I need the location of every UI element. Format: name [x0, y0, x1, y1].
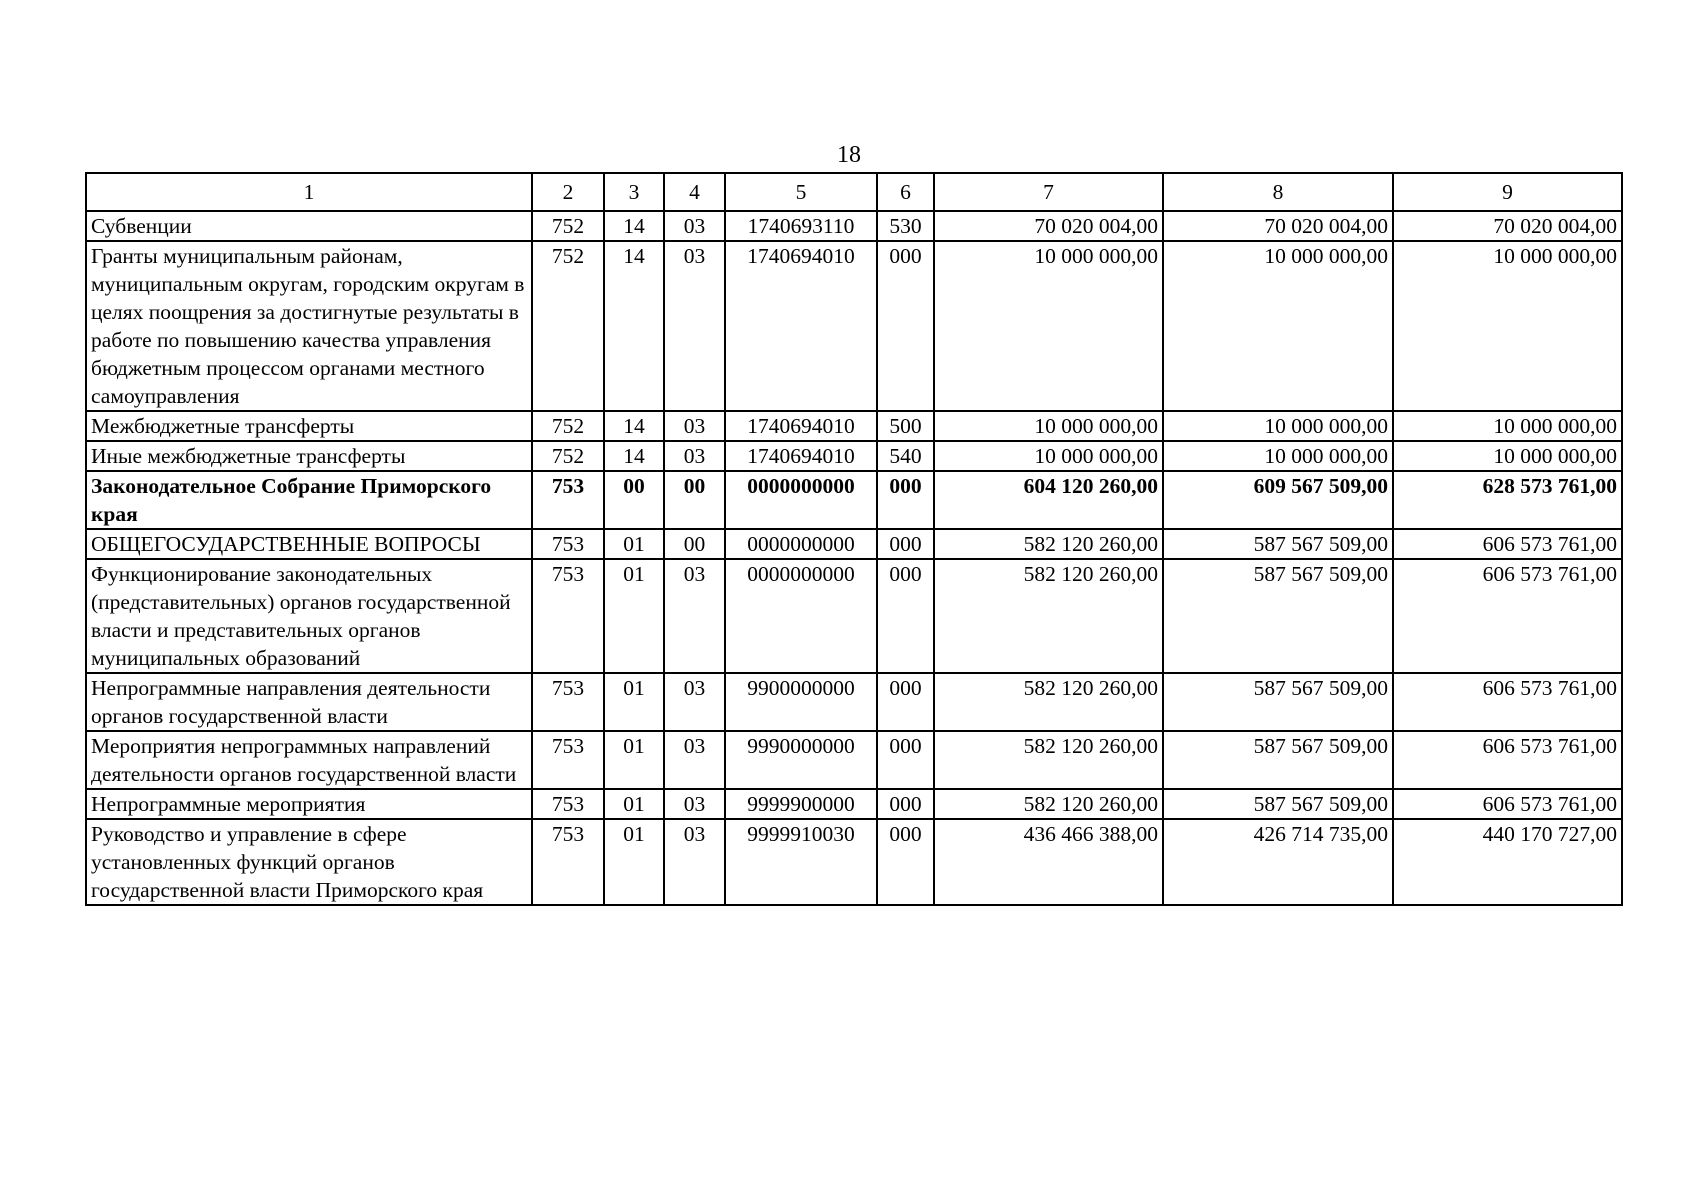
ministry-code-cell: 753 — [532, 529, 604, 559]
section-code-cell: 01 — [604, 731, 664, 789]
section-code-cell: 01 — [604, 819, 664, 905]
table-header — [86, 173, 1622, 211]
target-article-code-cell: 1740694010 — [725, 411, 877, 441]
target-article-code-cell: 0000000000 — [725, 529, 877, 559]
target-article-code-cell: 1740693110 — [725, 211, 877, 241]
amount-1-cell: 10 000 000,00 — [934, 441, 1163, 471]
table-row — [86, 559, 1622, 673]
target-article-code-cell: 9999910030 — [725, 819, 877, 905]
amount-3-cell: 628 573 761,00 — [1393, 471, 1622, 529]
column-header-ministry: 2 — [532, 173, 604, 211]
ministry-code-cell: 752 — [532, 241, 604, 411]
table-row — [86, 241, 1622, 411]
amount-2-cell: 587 567 509,00 — [1163, 731, 1393, 789]
table-row — [86, 731, 1622, 789]
column-header-amount-3: 9 — [1393, 173, 1622, 211]
amount-2-cell: 70 020 004,00 — [1163, 211, 1393, 241]
expense-type-code-cell: 000 — [877, 673, 934, 731]
subsection-code-cell: 03 — [664, 819, 725, 905]
amount-2-cell: 587 567 509,00 — [1163, 789, 1393, 819]
section-code-cell: 01 — [604, 559, 664, 673]
row-name-cell: Руководство и управление в сфере установленных функций органов государственной власти Приморского края — [86, 819, 532, 905]
subsection-code-cell: 03 — [664, 673, 725, 731]
target-article-code-cell: 1740694010 — [725, 441, 877, 471]
amount-1-cell: 582 120 260,00 — [934, 529, 1163, 559]
expense-type-code-cell: 000 — [877, 241, 934, 411]
amount-3-cell: 606 573 761,00 — [1393, 559, 1622, 673]
target-article-code-cell: 9990000000 — [725, 731, 877, 789]
column-header-target-article: 5 — [725, 173, 877, 211]
expense-type-code-cell: 000 — [877, 529, 934, 559]
table-row — [86, 411, 1622, 441]
amount-3-cell: 10 000 000,00 — [1393, 241, 1622, 411]
ministry-code-cell: 752 — [532, 211, 604, 241]
row-name-cell: Субвенции — [86, 211, 532, 241]
section-code-cell: 14 — [604, 411, 664, 441]
section-code-cell: 14 — [604, 441, 664, 471]
amount-3-cell: 440 170 727,00 — [1393, 819, 1622, 905]
header-row — [86, 173, 1622, 211]
expense-type-code-cell: 000 — [877, 789, 934, 819]
amount-1-cell: 10 000 000,00 — [934, 241, 1163, 411]
table-row — [86, 471, 1622, 529]
ministry-code-cell: 752 — [532, 441, 604, 471]
column-header-section: 3 — [604, 173, 664, 211]
amount-2-cell: 587 567 509,00 — [1163, 529, 1393, 559]
subsection-code-cell: 03 — [664, 789, 725, 819]
amount-1-cell: 582 120 260,00 — [934, 731, 1163, 789]
table-body — [86, 211, 1622, 905]
row-name-cell: Непрограммные мероприятия — [86, 789, 532, 819]
column-header-expense-type: 6 — [877, 173, 934, 211]
page-number: 18 — [837, 142, 861, 168]
target-article-code-cell: 1740694010 — [725, 241, 877, 411]
amount-1-cell: 582 120 260,00 — [934, 673, 1163, 731]
row-name-cell: ОБЩЕГОСУДАРСТВЕННЫЕ ВОПРОСЫ — [86, 529, 532, 559]
expense-type-code-cell: 530 — [877, 211, 934, 241]
row-name-cell: Межбюджетные трансферты — [86, 411, 532, 441]
amount-3-cell: 70 020 004,00 — [1393, 211, 1622, 241]
table-row — [86, 673, 1622, 731]
amount-3-cell: 606 573 761,00 — [1393, 731, 1622, 789]
target-article-code-cell: 9999900000 — [725, 789, 877, 819]
table-row — [86, 789, 1622, 819]
row-name-cell: Непрограммные направления деятельности органов государственной власти — [86, 673, 532, 731]
subsection-code-cell: 03 — [664, 241, 725, 411]
column-header-subsection: 4 — [664, 173, 725, 211]
amount-2-cell: 10 000 000,00 — [1163, 241, 1393, 411]
expense-type-code-cell: 540 — [877, 441, 934, 471]
section-code-cell: 14 — [604, 241, 664, 411]
amount-1-cell: 582 120 260,00 — [934, 789, 1163, 819]
section-code-cell: 14 — [604, 211, 664, 241]
expense-type-code-cell: 000 — [877, 471, 934, 529]
amount-1-cell: 604 120 260,00 — [934, 471, 1163, 529]
amount-2-cell: 10 000 000,00 — [1163, 441, 1393, 471]
expense-type-code-cell: 000 — [877, 731, 934, 789]
expense-type-code-cell: 500 — [877, 411, 934, 441]
ministry-code-cell: 753 — [532, 673, 604, 731]
ministry-code-cell: 753 — [532, 819, 604, 905]
amount-1-cell: 582 120 260,00 — [934, 559, 1163, 673]
budget-table — [85, 172, 1623, 906]
amount-2-cell: 426 714 735,00 — [1163, 819, 1393, 905]
target-article-code-cell: 0000000000 — [725, 471, 877, 529]
column-header-name: 1 — [86, 173, 532, 211]
ministry-code-cell: 752 — [532, 411, 604, 441]
ministry-code-cell: 753 — [532, 731, 604, 789]
subsection-code-cell: 03 — [664, 559, 725, 673]
subsection-code-cell: 00 — [664, 529, 725, 559]
amount-3-cell: 606 573 761,00 — [1393, 529, 1622, 559]
amount-2-cell: 609 567 509,00 — [1163, 471, 1393, 529]
subsection-code-cell: 03 — [664, 731, 725, 789]
amount-3-cell: 606 573 761,00 — [1393, 789, 1622, 819]
amount-1-cell: 436 466 388,00 — [934, 819, 1163, 905]
ministry-code-cell: 753 — [532, 559, 604, 673]
table-row — [86, 819, 1622, 905]
ministry-code-cell: 753 — [532, 789, 604, 819]
column-header-amount-2: 8 — [1163, 173, 1393, 211]
table-row — [86, 211, 1622, 241]
section-code-cell: 00 — [604, 471, 664, 529]
target-article-code-cell: 0000000000 — [725, 559, 877, 673]
subsection-code-cell: 03 — [664, 211, 725, 241]
row-name-cell: Законодательное Собрание Приморского края — [86, 471, 532, 529]
amount-1-cell: 10 000 000,00 — [934, 411, 1163, 441]
amount-2-cell: 10 000 000,00 — [1163, 411, 1393, 441]
column-header-amount-1: 7 — [934, 173, 1163, 211]
row-name-cell: Функционирование законодательных (представительных) органов государственной власти и представительных органов муниципальных образований — [86, 559, 532, 673]
amount-2-cell: 587 567 509,00 — [1163, 673, 1393, 731]
subsection-code-cell: 03 — [664, 441, 725, 471]
ministry-code-cell: 753 — [532, 471, 604, 529]
subsection-code-cell: 00 — [664, 471, 725, 529]
section-code-cell: 01 — [604, 529, 664, 559]
amount-1-cell: 70 020 004,00 — [934, 211, 1163, 241]
row-name-cell: Мероприятия непрограммных направлений деятельности органов государственной власти — [86, 731, 532, 789]
target-article-code-cell: 9900000000 — [725, 673, 877, 731]
expense-type-code-cell: 000 — [877, 559, 934, 673]
amount-3-cell: 10 000 000,00 — [1393, 411, 1622, 441]
section-code-cell: 01 — [604, 789, 664, 819]
subsection-code-cell: 03 — [664, 411, 725, 441]
section-code-cell: 01 — [604, 673, 664, 731]
expense-type-code-cell: 000 — [877, 819, 934, 905]
amount-3-cell: 10 000 000,00 — [1393, 441, 1622, 471]
table-row — [86, 441, 1622, 471]
amount-3-cell: 606 573 761,00 — [1393, 673, 1622, 731]
row-name-cell: Иные межбюджетные трансферты — [86, 441, 532, 471]
table-row — [86, 529, 1622, 559]
amount-2-cell: 587 567 509,00 — [1163, 559, 1393, 673]
row-name-cell: Гранты муниципальным районам, муниципальным округам, городским округам в целях поощрения за достигнутые результаты в работе по повышению качества управления бюджетным процессом органами местного самоуправления — [86, 241, 532, 411]
